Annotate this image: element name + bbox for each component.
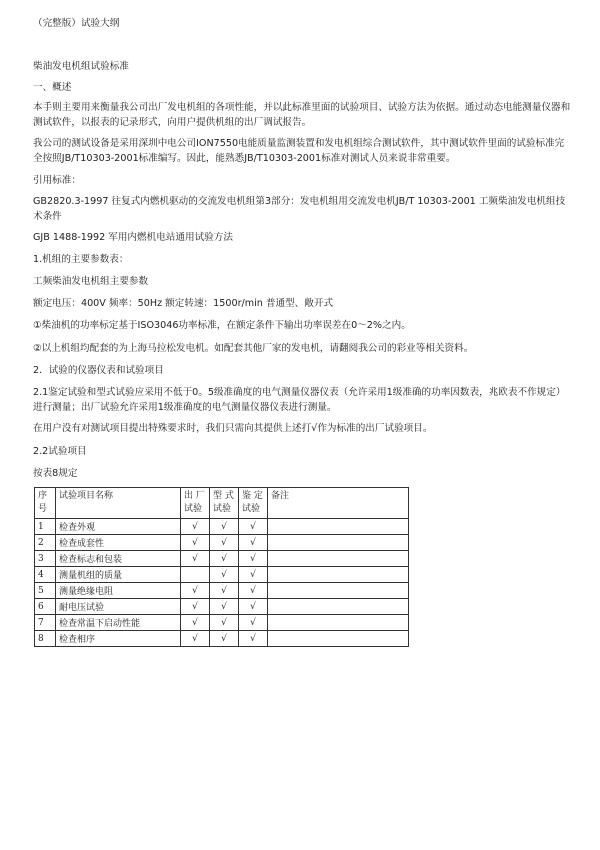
- row-factory-check: √: [181, 599, 210, 615]
- header-note: 备注: [268, 488, 409, 519]
- row-type-check: √: [210, 615, 239, 631]
- table-row: [35, 567, 409, 583]
- paragraph-intro: 本手则主要用来衡量我公司出厂发电机组的各项性能，并以此标准里面的试验项目、试验方法为依据。通过动态电能测量仪器和测试软件，以报表的记录形式，向用户提供机组的出厂调试报告。: [33, 102, 571, 128]
- header-factory: [181, 488, 210, 519]
- row-factory-check: √: [181, 615, 210, 631]
- row-factory-check: √: [181, 631, 210, 647]
- section-heading-overview: 一、概述: [33, 82, 72, 93]
- header-no: [35, 488, 56, 519]
- header-no-line1: 序: [38, 491, 48, 501]
- row-type-check: √: [210, 631, 239, 647]
- section-heading-parameters: 1.机组的主要参数表：: [33, 254, 129, 265]
- row-item: 检查成套性: [56, 535, 181, 551]
- row-factory-check: √: [181, 519, 210, 535]
- row-item: 检查标志和包装: [56, 551, 181, 567]
- reference-gjb1488: GJB 1488-1992 军用内燃机电站通用试验方法: [33, 232, 233, 243]
- row-no: 8: [35, 631, 56, 647]
- note-power-rating: ①柴油机的功率标定基于ISO3046功率标准，在额定条件下输出功率误差在0～2%之内。: [33, 320, 411, 331]
- header-ident: [239, 488, 268, 519]
- paragraph-equipment: 我公司的测试设备是采用深圳中电公司ION7550电能质量监测装置和发电机组综合测试软件，其中测试软件里面的试验标准完全按照JB/T10303-2001标准编写。因此，能熟悉JB/T10303-2001标准对测试人员来说非常重要。: [33, 138, 565, 164]
- references-heading: 引用标准：: [33, 175, 81, 186]
- row-type-check: √: [210, 599, 239, 615]
- row-item: 耐电压试验: [56, 599, 181, 615]
- row-ident-check: √: [239, 535, 268, 551]
- row-ident-check: √: [239, 551, 268, 567]
- row-ident-check: √: [239, 567, 268, 583]
- row-factory-check: √: [181, 551, 210, 567]
- paragraph-instrument-accuracy: 2.1鉴定试验和型式试验应采用不低于0。5级准确度的电气测量仪器仪表（允许采用1级准确的功率因数表，兆欧表不作规定）进行测量；出厂试验允许采用1级准确度的电气测量仪器仪表进行测量。: [33, 387, 566, 413]
- header-type: [210, 488, 239, 519]
- row-ident-check: √: [239, 599, 268, 615]
- row-note: [268, 583, 409, 599]
- table-header-row: [35, 488, 409, 519]
- section-heading-instruments: 2．试验的仪器仪表和试验项目: [33, 365, 164, 376]
- subsection-heading-tests: 2.2试验项目: [33, 446, 87, 457]
- row-note: [268, 631, 409, 647]
- row-factory-check: √: [181, 535, 210, 551]
- parameters-line: 额定电压：400V 频率：50Hz 额定转速：1500r/min 普通型、敞开式: [33, 298, 334, 309]
- row-factory-check: [181, 567, 210, 583]
- row-ident-check: √: [239, 631, 268, 647]
- table-caption: 按表8规定: [33, 468, 78, 479]
- row-item: 测量机组的质量: [56, 567, 181, 583]
- row-no: 1: [35, 519, 56, 535]
- row-ident-check: √: [239, 519, 268, 535]
- row-type-check: √: [210, 519, 239, 535]
- row-no: 7: [35, 615, 56, 631]
- table-row: [35, 519, 409, 535]
- header-ident-line2: 试验: [242, 504, 261, 514]
- row-note: [268, 551, 409, 567]
- row-type-check: √: [210, 551, 239, 567]
- table-row: [35, 615, 409, 631]
- header-factory-line2: 试验: [184, 504, 203, 514]
- header-item: 试验项目名称: [56, 488, 181, 519]
- table-row: [35, 583, 409, 599]
- reference-gb2820: GB2820.3-1997 往复式内燃机驱动的交流发电机组第3部分：发电机组用交流发电机JB/T 10303-2001 工频柴油发电机组技术条件: [33, 196, 566, 222]
- row-ident-check: √: [239, 583, 268, 599]
- row-item: 检查常温下启动性能: [56, 615, 181, 631]
- table-row: [35, 599, 409, 615]
- row-ident-check: √: [239, 615, 268, 631]
- document-title: 柴油发电机组试验标准: [33, 61, 129, 72]
- header-type-line2: 试验: [213, 504, 232, 514]
- row-no: 6: [35, 599, 56, 615]
- test-items-table: [34, 487, 409, 647]
- row-note: [268, 615, 409, 631]
- document-header: （完整版）试验大纲: [33, 18, 120, 29]
- table-row: [35, 631, 409, 647]
- paragraph-default-tests: 在用户没有对测试项目提出特殊要求时，我们只需向其提供上述打√作为标准的出厂试验项目。: [33, 423, 433, 434]
- row-type-check: √: [210, 535, 239, 551]
- parameters-title: 工频柴油发电机组主要参数: [33, 276, 149, 287]
- header-no-line2: 号: [38, 504, 48, 514]
- table-row: [35, 535, 409, 551]
- note-generator: ②以上机组均配套的为上海马拉松发电机。如配套其他厂家的发电机，请翻阅我公司的彩业等相关资料。: [33, 343, 474, 354]
- row-type-check: √: [210, 567, 239, 583]
- table-row: [35, 551, 409, 567]
- row-no: 4: [35, 567, 56, 583]
- row-item: 测量绝缘电阻: [56, 583, 181, 599]
- row-note: [268, 519, 409, 535]
- row-factory-check: √: [181, 583, 210, 599]
- row-no: 3: [35, 551, 56, 567]
- row-no: 5: [35, 583, 56, 599]
- row-item: 检查相序: [56, 631, 181, 647]
- row-note: [268, 535, 409, 551]
- header-ident-line1: 鉴 定: [242, 491, 263, 501]
- row-type-check: √: [210, 583, 239, 599]
- header-type-line1: 型 式: [213, 491, 234, 501]
- header-factory-line1: 出 厂: [184, 491, 205, 501]
- row-note: [268, 567, 409, 583]
- row-no: 2: [35, 535, 56, 551]
- row-note: [268, 599, 409, 615]
- row-item: 检查外观: [56, 519, 181, 535]
